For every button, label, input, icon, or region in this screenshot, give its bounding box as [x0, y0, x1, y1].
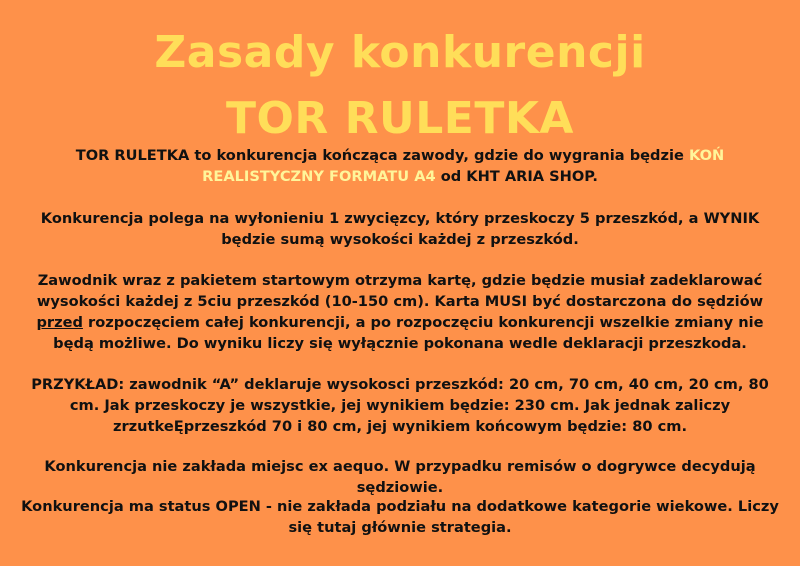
intro-text-before: TOR RULETKA to konkurencja kończąca zawody, gdzie do wygrania będzie — [75, 147, 689, 164]
underlined-word: przed — [36, 314, 83, 331]
prize-highlight: KOŃ REALISTYCZNY FORMATU A4 — [202, 147, 725, 185]
paragraph-tie: Konkurencja nie zakłada miejsc ex aequo. W przypadku remisów o dogrywce decydują sędziowie. — [44, 458, 756, 496]
card-text-after: rozpoczęciem całej konkurencji, a po rozpoczęciu konkurencji wszelkie zmiany nie będą możliwe. Do wyniku liczy się wyłącznie pokonana wedle deklaracji przeszkoda. — [53, 314, 764, 352]
paragraph-card — [14, 270, 786, 354]
title-line-1: Zasady konkurencji — [154, 27, 646, 78]
paragraph-example: PRZYKŁAD: zawodnik “A” deklaruje wysokosci przeszkód: 20 cm, 70 cm, 40 cm, 20 cm, 80 cm. Jak przeskoczy je wszystkie, jej wynikiem będzie: 230 cm. Jak jednak zaliczy zrzutkeĘprzeszkód 70 i 80 cm, jej wynikiem końcowym będzie: 80 cm. — [31, 376, 769, 435]
paragraph-open: Konkurencja ma status OPEN - nie zakłada podziału na dodatkowe kategorie wiekowe. Liczy się tutaj głównie strategia. — [21, 498, 779, 536]
paragraph-intro — [14, 145, 786, 187]
paragraph-rules: Konkurencja polega na wyłonieniu 1 zwycięzcy, który przeskoczy 5 przeszkód, a WYNIK będzie sumą wysokości każdej z przeszkód. — [40, 210, 760, 248]
title-line-2: TOR RULETKA — [226, 93, 574, 144]
card-text-before: Zawodnik wraz z pakietem startowym otrzyma kartę, gdzie będzie musiał zadeklarować wysokości każdej z 5ciu przeszkód (10-150 cm). Karta MUSI być dostarczona do sędziów — [36, 272, 764, 310]
intro-text-after: od KHT ARIA SHOP. — [435, 168, 598, 185]
